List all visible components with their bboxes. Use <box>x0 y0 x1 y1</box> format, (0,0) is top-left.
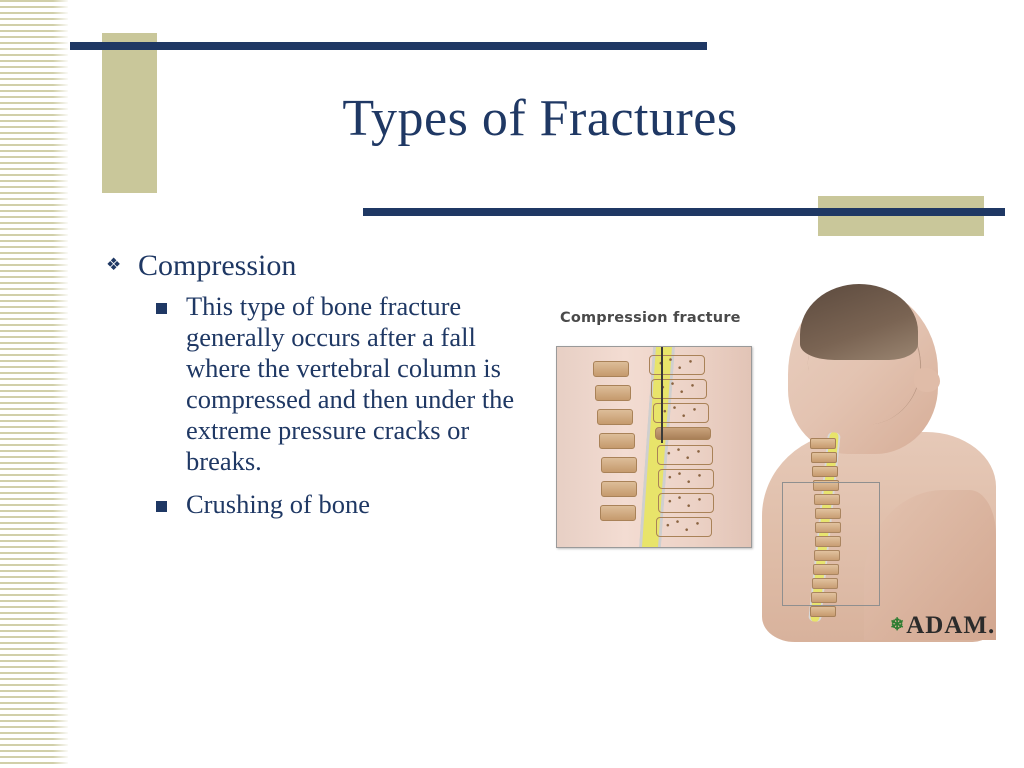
spinous-process-illustration <box>597 409 633 425</box>
title-rule-bottom <box>363 208 1005 216</box>
adam-watermark-text: ADAM. <box>906 612 996 639</box>
title-tan-block-left <box>102 33 157 193</box>
vertebra-illustration <box>656 517 712 537</box>
fracture-pointer-line <box>661 347 663 443</box>
spinous-process-illustration <box>595 385 631 401</box>
sub-bullet-list <box>150 291 538 519</box>
vertebra-illustration <box>655 427 711 440</box>
bullet-level2-text: Crushing of bone <box>186 488 371 519</box>
spinous-process-illustration <box>601 481 637 497</box>
vertebra-small <box>811 452 837 463</box>
spinous-process-illustration <box>600 505 636 521</box>
spinous-process-illustration <box>599 433 635 449</box>
diamond-bullet-icon: ❖ <box>106 255 122 274</box>
vertebra-small <box>810 438 836 449</box>
vertebra-illustration <box>658 493 714 513</box>
bullet-level1-text: Compression <box>138 249 297 282</box>
bullet-list <box>98 248 538 531</box>
figure-caption: Compression fracture <box>560 310 741 326</box>
adam-watermark <box>890 612 995 640</box>
title-tan-block-right <box>818 196 984 236</box>
square-bullet-icon <box>156 501 167 512</box>
spinous-process-illustration <box>593 361 629 377</box>
vertebra-illustration <box>657 445 713 465</box>
bullet-level1-compression <box>98 248 538 283</box>
patient-body-illustration <box>744 282 996 642</box>
vertebra-illustration <box>651 379 707 399</box>
leaf-icon: ❄ <box>890 615 906 634</box>
vertebra-small <box>810 606 836 617</box>
detail-region-box <box>782 482 880 606</box>
vertebra-illustration <box>649 355 705 375</box>
hair-illustration <box>800 284 918 360</box>
left-stripes-fade <box>0 0 68 768</box>
vertebra-small <box>812 466 838 477</box>
nose-illustration <box>914 368 940 392</box>
vertebra-illustration <box>658 469 714 489</box>
spine-closeup-inset <box>556 346 752 548</box>
compression-fracture-figure <box>548 282 998 662</box>
list-item <box>150 291 538 476</box>
list-item <box>150 489 538 520</box>
spinous-process-illustration <box>601 457 637 473</box>
title-rule-top <box>70 42 707 50</box>
page-title: Types of Fractures <box>342 90 738 147</box>
square-bullet-icon <box>156 303 167 314</box>
bullet-level2-text: This type of bone fracture generally occurs after a fall where the vertebral column is compressed and then under the extreme pressure cracks or breaks. <box>186 291 515 476</box>
